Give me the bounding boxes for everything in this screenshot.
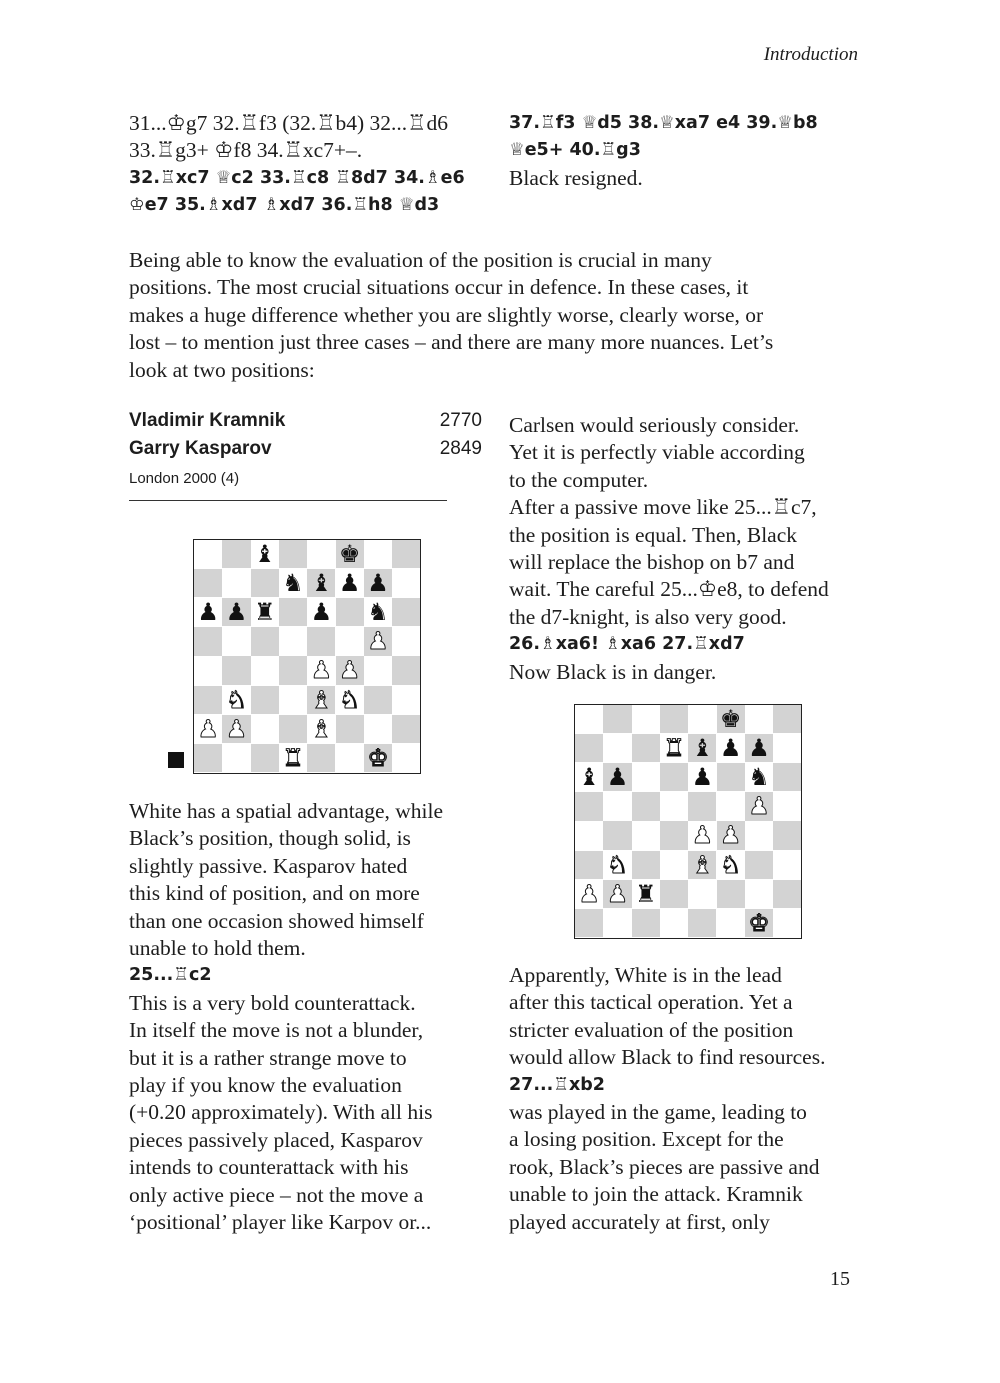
chess-piece-f4: ♟ [338,656,361,685]
board-square [773,909,801,937]
left-column-line: (+0.20 approximately). With all his [129,1100,433,1125]
board-square [194,656,222,684]
white-rating: 2770 [439,410,482,431]
board-square [392,656,420,684]
board-square [660,705,688,733]
board-square [307,540,335,568]
board-square [279,540,307,568]
board-square [222,656,250,684]
chess-piece-f8: ♚ [338,540,361,568]
board-square [251,569,279,597]
board-square [688,705,716,733]
chess-piece-e6: ♟ [691,763,714,792]
top-left-moves [129,110,489,220]
board-square [745,705,773,733]
board-square [660,821,688,849]
chess-piece-c2: ♜ [634,879,657,908]
board-square [603,734,631,762]
board-square [773,734,801,762]
game-header [129,410,482,510]
chess-piece-e6: ♟ [310,598,333,627]
right-column-line: 27...♖xb2 [509,1074,605,1095]
board-square [222,627,250,655]
board-square [603,705,631,733]
board-square [336,598,364,626]
left-column-line: Black’s position, though solid, is [129,826,411,851]
top-right-line: 37.♖f3 ♕d5 38.♕xa7 e4 39.♕b8 [509,113,818,133]
right-column-line: Now Black is in danger. [509,659,717,684]
board-square [773,821,801,849]
board-square [603,792,631,820]
divider [129,500,447,501]
board-square [660,880,688,908]
board-square [222,540,250,568]
board-square [745,821,773,849]
chess-piece-e2: ♝ [310,714,333,743]
right-column-line: Carlsen would seriously consider. [509,413,800,437]
board-square [773,705,801,733]
right-column-text-top [509,412,869,686]
chess-piece-f7: ♟ [338,569,361,598]
board-square [632,705,660,733]
left-column-line: unable to hold them. [129,936,306,961]
page-number: 15 [830,1268,850,1290]
chess-piece-g6: ♞ [367,598,389,627]
board-square [660,909,688,937]
chess-piece-e7: ♝ [691,734,714,763]
right-column-line: rook, Black’s pieces are passive and [509,1154,820,1179]
board-square [575,705,603,733]
chess-piece-g7: ♟ [748,734,770,763]
left-column-line: slightly passive. Kasparov hated [129,853,408,878]
left-column-line: play if you know the evaluation [129,1073,402,1098]
right-column-text-bottom [509,962,869,1236]
chess-board-2 [574,704,802,939]
board-square [632,734,660,762]
board-square [575,851,603,879]
board-square [745,880,773,908]
board-square [688,792,716,820]
left-column-line: only active piece – not the move a [129,1182,424,1207]
chess-piece-e4: ♟ [310,656,333,685]
board-square [251,686,279,714]
board-square [251,744,279,772]
chess-piece-d1: ♜ [282,743,304,772]
left-column-line: ‘positional’ player like Karpov or... [129,1210,432,1235]
right-column-line: the position is equal. Then, Black [509,522,798,547]
board-square [717,792,745,820]
board-square [364,715,392,743]
board-square [194,744,222,772]
board-square [575,792,603,820]
board-square [660,792,688,820]
board-square [279,715,307,743]
chess-piece-g6: ♞ [748,763,770,792]
board-square [632,909,660,937]
intro-paragraph [129,247,869,384]
board-square [222,569,250,597]
board-square [279,598,307,626]
board-square [717,880,745,908]
chess-piece-b2: ♟ [225,714,248,743]
chess-piece-f8: ♚ [719,705,742,733]
board-square [194,540,222,568]
chess-piece-b6: ♟ [225,598,248,627]
chess-piece-g7: ♟ [367,569,389,598]
chess-piece-e4: ♟ [691,821,714,850]
left-column-line: This is a very bold counterattack. [129,990,416,1015]
board-square [307,744,335,772]
right-column-line: Yet it is perfectly viable according [509,440,805,465]
white-player: Vladimir Kramnik [129,410,286,431]
board-square [575,734,603,762]
board-square [392,715,420,743]
board-square [575,821,603,849]
right-column-line: after this tactical operation. Yet a [509,990,793,1015]
chess-piece-a2: ♟ [197,714,219,743]
left-column-line: but it is a rather strange move to [129,1045,407,1070]
board-square [392,569,420,597]
chess-piece-b3: ♞ [606,850,629,879]
board-square [392,686,420,714]
intro-line: lost – to mention just three cases – and there are many more nuances. Let’s [129,330,774,355]
right-column-line: was played in the game, leading to [509,1100,807,1125]
black-to-move-marker [168,752,184,768]
board-square [575,909,603,937]
right-column-line: would allow Black to find resources. [509,1045,826,1070]
board-square [279,656,307,684]
right-column-line: wait. The careful 25...♔e8, to defend [509,577,829,602]
board-square [364,656,392,684]
top-left-line: 33.♖g3+ ♔f8 34.♖xc7+–. [129,138,363,163]
board-square [194,569,222,597]
board-square [364,686,392,714]
chess-piece-c8: ♝ [253,540,276,568]
board-square [745,851,773,879]
chess-piece-f3: ♞ [719,850,742,879]
right-column-line: unable to join the attack. Kramnik [509,1182,803,1207]
right-column-line: Apparently, White is in the lead [509,963,782,987]
chess-piece-d7: ♞ [282,569,304,598]
black-player: Garry Kasparov [129,438,272,459]
top-right-line: ♕e5+ 40.♖g3 [509,140,641,161]
chess-piece-b3: ♞ [225,685,248,714]
chess-piece-g5: ♟ [748,792,770,821]
right-column-line: a losing position. Except for the [509,1127,784,1152]
top-left-line: 31...♔g7 32.♖f3 (32.♖b4) 32...♖d6 [129,111,448,135]
chess-piece-g5: ♟ [367,627,389,656]
chess-piece-f4: ♟ [719,821,742,850]
game-event: London 2000 (4) [129,470,240,487]
right-column-line: 26.♗xa6! ♗xa6 27.♖xd7 [509,634,745,655]
right-column-line: After a passive move like 25...♖c7, [509,495,817,520]
right-column-line: the d7-knight, is also very good. [509,604,787,629]
board-square [251,627,279,655]
left-column-line: pieces passively placed, Kasparov [129,1127,423,1152]
left-column-line: White has a spatial advantage, while [129,799,444,823]
chess-piece-a6: ♟ [197,598,219,627]
chess-piece-d7: ♜ [663,734,685,763]
board-square [773,763,801,791]
board-square [717,909,745,937]
board-square [364,540,392,568]
board-square [279,627,307,655]
top-right-line: Black resigned. [509,165,643,190]
chess-piece-e7: ♝ [310,569,333,598]
top-left-line: ♔e7 35.♗xd7 ♗xd7 36.♖h8 ♕d3 [129,195,440,216]
board-square [717,763,745,791]
board-square [222,744,250,772]
board-square [251,656,279,684]
chess-board-1 [193,539,421,774]
chess-piece-e3: ♝ [691,850,714,879]
board-square [688,909,716,937]
board-square [660,763,688,791]
right-column-line: will replace the bishop on b7 and [509,550,795,575]
chess-piece-b2: ♟ [606,879,629,908]
board-square [336,744,364,772]
chess-piece-e3: ♝ [310,685,333,714]
board-square [392,627,420,655]
chess-piece-f3: ♞ [338,685,361,714]
board-square [773,851,801,879]
board-square [251,715,279,743]
chess-piece-c6: ♜ [253,598,276,627]
board-square [392,598,420,626]
board-square [279,686,307,714]
chess-piece-a6: ♝ [578,763,600,792]
board-square [336,627,364,655]
right-column-line: stricter evaluation of the position [509,1017,794,1042]
board-square [632,792,660,820]
left-column-line: In itself the move is not a blunder, [129,1018,424,1043]
board-square [336,715,364,743]
intro-line: positions. The most crucial situations occur in defence. In these cases, it [129,275,749,300]
left-column-line: 25...♖c2 [129,965,212,986]
chess-piece-g1: ♚ [748,908,770,937]
top-right-moves [509,110,869,192]
board-square [194,686,222,714]
black-rating: 2849 [439,438,482,459]
board-square [603,909,631,937]
board-square [392,540,420,568]
intro-line: makes a huge difference whether you are slightly worse, clearly worse, or [129,302,764,327]
left-column-line: intends to counterattack with his [129,1155,409,1180]
board-square [632,763,660,791]
running-header: Introduction [763,44,858,65]
chess-piece-b6: ♟ [606,763,629,792]
board-square [773,880,801,908]
left-column-line: than one occasion showed himself [129,908,424,933]
left-column-line: this kind of position, and on more [129,881,420,906]
board-square [632,851,660,879]
left-column-text [129,798,489,1237]
chess-piece-a2: ♟ [578,879,600,908]
intro-line: Being able to know the evaluation of the position is crucial in many [129,248,712,272]
top-left-line: 32.♖xc7 ♕c2 33.♖c8 ♖8d7 34.♗e6 [129,167,465,188]
board-square [688,880,716,908]
right-column-line: to the computer. [509,467,649,492]
board-square [773,792,801,820]
intro-line: look at two positions: [129,357,315,382]
chess-piece-f7: ♟ [719,734,742,763]
chess-piece-g1: ♚ [367,743,389,772]
board-square [632,821,660,849]
board-square [660,851,688,879]
board-square [392,744,420,772]
right-column-line: played accurately at first, only [509,1209,770,1234]
board-square [194,627,222,655]
board-square [603,821,631,849]
board-square [307,627,335,655]
